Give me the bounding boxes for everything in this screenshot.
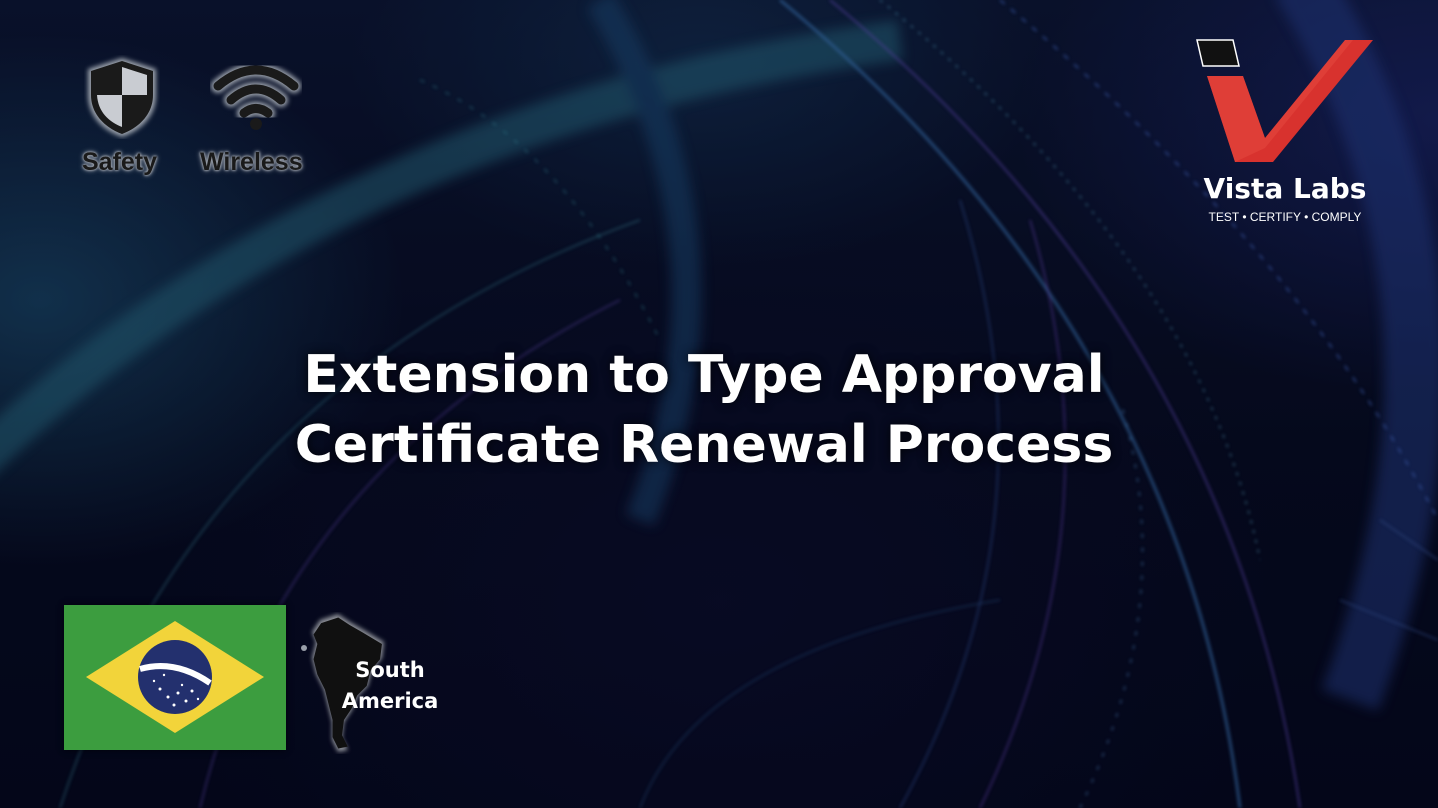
brand-tagline: TEST • CERTIFY • COMPLY xyxy=(1208,210,1362,224)
wifi-icon xyxy=(210,60,302,132)
region-label-line-1: South xyxy=(355,658,425,682)
slide-title xyxy=(200,340,1208,480)
shield-icon xyxy=(84,55,160,139)
category-label-wireless: Wireless xyxy=(200,148,303,176)
region-label-line-2: America xyxy=(341,689,439,713)
brazil-flag-icon xyxy=(64,605,286,750)
slide-title-line-1: Extension to Type Approval xyxy=(303,345,1105,405)
check-v-logo-icon xyxy=(1195,38,1375,163)
category-label-safety: Safety xyxy=(82,148,158,176)
slide-title-line-2: Certificate Renewal Process xyxy=(294,415,1114,475)
brand-name: Vista Labs xyxy=(1203,172,1367,205)
region-label xyxy=(340,655,440,717)
